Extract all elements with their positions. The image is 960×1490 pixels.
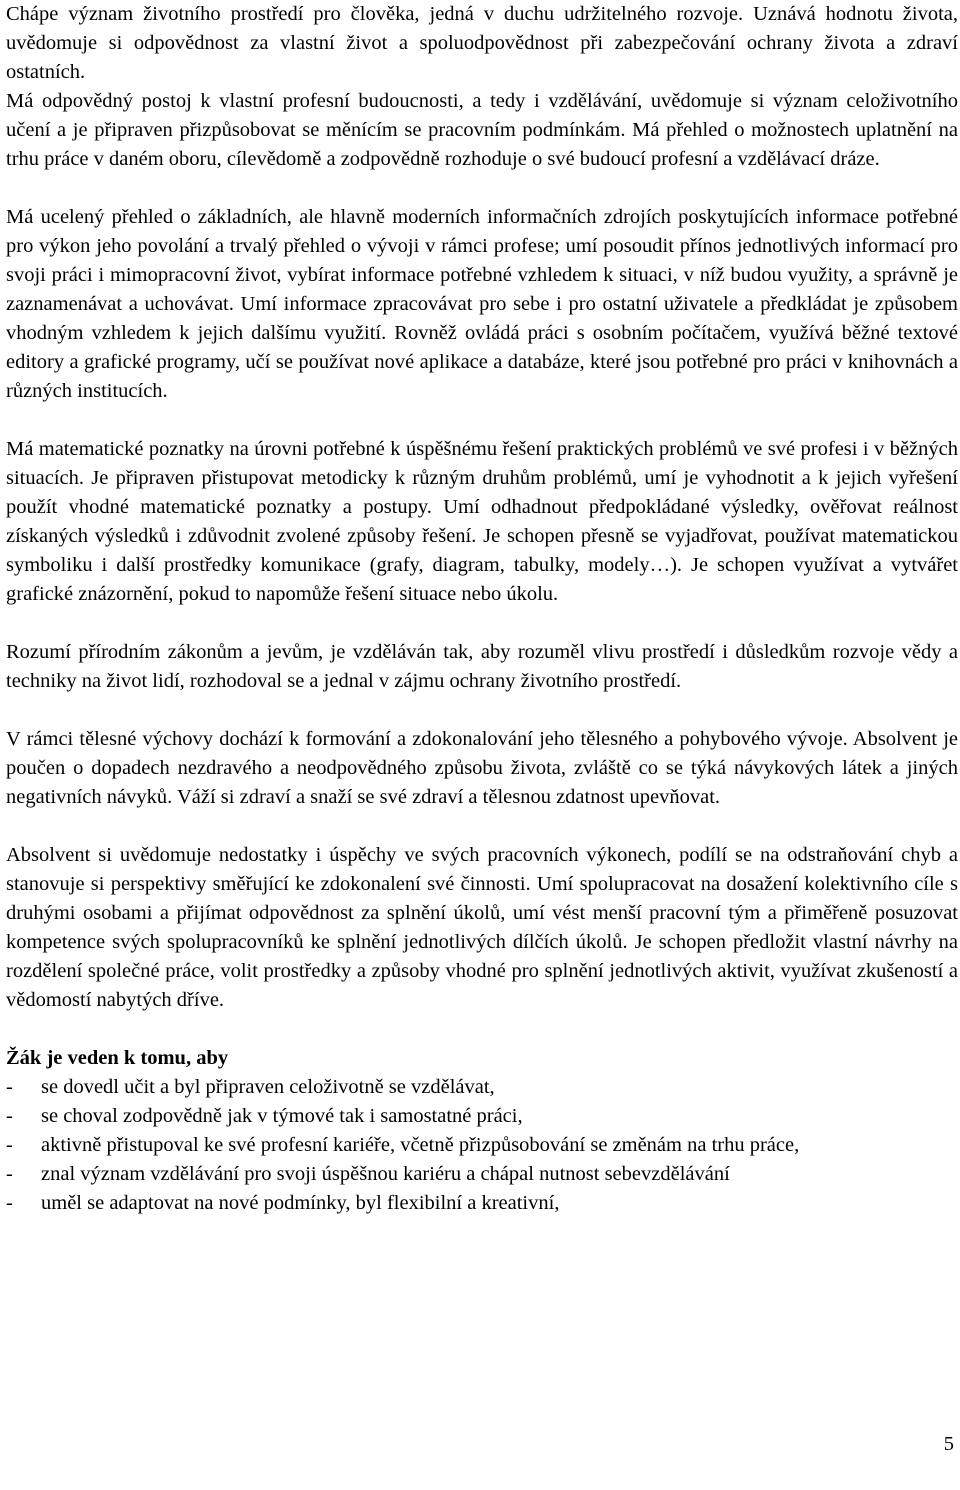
list-item — [6, 1160, 958, 1189]
section-heading: Žák je veden k tomu, aby — [6, 1047, 229, 1069]
list-item — [6, 1189, 958, 1218]
page-number: 5 — [943, 1433, 954, 1455]
list-dash: - — [6, 1163, 13, 1185]
page-content — [6, 0, 958, 1218]
list-item — [6, 1073, 958, 1102]
list-item — [6, 1131, 958, 1160]
list-item-text: uměl se adaptovat na nové podmínky, byl flexibilní a kreativní, — [41, 1192, 560, 1214]
paragraph-nature: Rozumí přírodním zákonům a jevům, je vzděláván tak, aby rozuměl vlivu prostředí i důsledkům rozvoje vědy a techniky na život lidí, rozhodoval se a jednal v zájmu ochrany životního prostředí. — [6, 641, 958, 692]
paragraph-mathematics: Má matematické poznatky na úrovni potřebné k úspěšnému řešení praktických problémů ve své profesi i v běžných situacích. Je připraven přistupovat metodicky k různým druhům problémů, umí je vyhodnotit a k jejich vyřešení použít vhodné matematické poznatky a postupy. Umí odhadnout předpokládané výsledky, ověřovat reálnost získaných výsledků i zdůvodnit zvolené způsoby řešení. Je schopen přesně se vyjadřovat, používat matematickou symboliku i další prostředky komunikace (grafy, diagram, tabulky, modely…). Je schopen využívat a vytvářet grafické znázornění, pokud to napomůže řešení situace nebo úkolu. — [6, 438, 958, 605]
list-dash: - — [6, 1105, 13, 1127]
list-dash: - — [6, 1076, 13, 1098]
paragraph-career: Má odpovědný postoj k vlastní profesní budoucnosti, a tedy i vzdělávání, uvědomuje si význam celoživotního učení a je připraven přizpůsobovat se měnícím se pracovním podmínkám. Má přehled o možnostech uplatnění na trhu práce v daném oboru, cílevědomě a zodpovědně rozhoduje o své budoucí profesní a vzdělávací dráze. — [6, 90, 958, 170]
paragraph-environment: Chápe význam životního prostředí pro člověka, jedná v duchu udržitelného rozvoje. Uznává hodnotu života, uvědomuje si odpovědnost za vlastní život a spoluodpovědnost při zabezpečování ochrany života a zdraví ostatních. — [6, 3, 958, 83]
paragraph-teamwork: Absolvent si uvědomuje nedostatky i úspěchy ve svých pracovních výkonech, podílí se na odstraňování chyb a stanovuje si perspektivy směřující ke zdokonalení své činnosti. Umí spolupracovat na dosažení kolektivního cíle s druhými osobami a přijímat odpovědnost za splnění úkolů, umí vést menší pracovní tým a přiměřeně posuzovat kompetence svých spolupracovníků ke splnění jednotlivých dílčích úkolů. Je schopen předložit vlastní návrhy na rozdělení společné práce, volit prostředky a způsoby vhodné pro splnění jednotlivých aktivit, využívat zkušeností a vědomostí nabytých dříve. — [6, 844, 958, 1011]
list-dash: - — [6, 1192, 13, 1214]
list-item — [6, 1102, 958, 1131]
paragraph-information: Má ucelený přehled o základních, ale hlavně moderních informačních zdrojích poskytujících informace potřebné pro výkon jeho povolání a trvalý přehled o vývoji v rámci profese; umí posoudit přínos jednotlivých informací pro svoji práci i mimopracovní život, vybírat informace potřebné vzhledem k situaci, v níž budou využity, a správně je zaznamenávat a uchovávat. Umí informace zpracovávat pro sebe i pro ostatní uživatele a předkládat je způsobem vhodným vzhledem k jejich dalšímu využití. Rovněž ovládá práci s osobním počítačem, využívá běžné textové editory a grafické programy, učí se používat nové aplikace a databáze, které jsou potřebné pro práci v knihovnách a různých institucích. — [6, 206, 958, 402]
list-item-text: aktivně přistupoval ke své profesní kariéře, včetně přizpůsobování se změnám na trhu práce, — [41, 1134, 800, 1156]
paragraph-physical-education: V rámci tělesné výchovy dochází k formování a zdokonalování jeho tělesného a pohybového vývoje. Absolvent je poučen o dopadech nezdravého a neodpovědného způsobu života, zvláště co se týká návykových látek a jiných negativních návyků. Váží si zdraví a snaží se své zdraví a tělesnou zdatnost upevňovat. — [6, 728, 958, 808]
list-item-text: se choval zodpovědně jak v týmové tak i samostatné práci, — [41, 1105, 523, 1127]
list-item-text: se dovedl učit a byl připraven celoživotně se vzdělávat, — [41, 1076, 495, 1098]
list-item-text: znal význam vzdělávání pro svoji úspěšnou kariéru a chápal nutnost sebevzdělávání — [41, 1163, 730, 1185]
goals-list — [6, 1073, 958, 1218]
list-dash: - — [6, 1134, 13, 1156]
